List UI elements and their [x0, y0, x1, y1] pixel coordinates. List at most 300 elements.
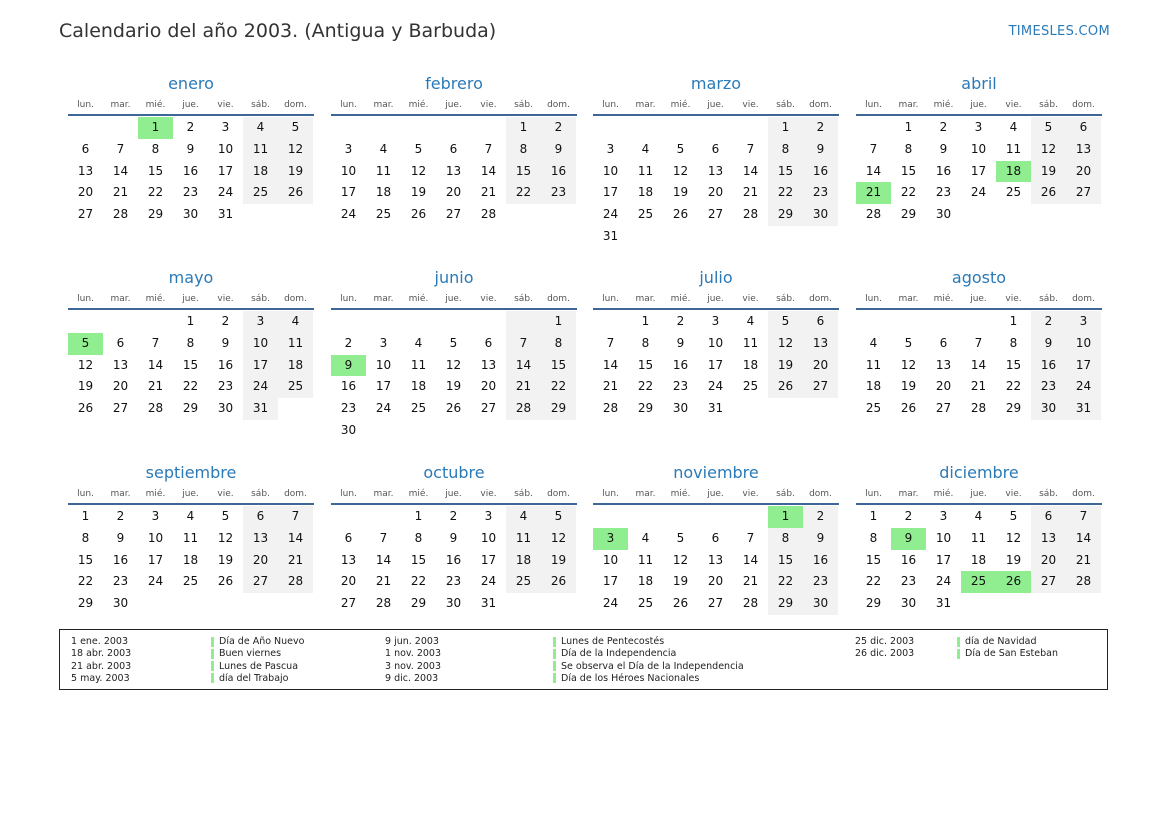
weekday-label: vie.	[217, 294, 234, 304]
legend-holiday-name	[211, 661, 304, 673]
day-cell: 13	[77, 163, 94, 178]
weekday-label: dom.	[809, 294, 832, 304]
day-cell: 18	[970, 552, 987, 567]
empty-cell	[401, 311, 436, 333]
day-cell: 25	[375, 207, 392, 222]
day-cell: 24	[340, 207, 357, 222]
day-grid	[68, 506, 314, 615]
day-cell: 11	[506, 528, 541, 550]
day-cell: 18	[865, 379, 882, 394]
empty-cell	[138, 593, 173, 615]
weekday-header	[331, 487, 577, 505]
day-cell: 25	[278, 376, 313, 398]
day-cell: 26	[410, 207, 427, 222]
weekday-header	[68, 98, 314, 116]
weekday-label: lun.	[77, 294, 94, 304]
day-cell: 5	[541, 506, 576, 528]
day-cell: 29	[77, 596, 94, 611]
day-cell: 12	[900, 357, 917, 372]
day-cell: 21	[1066, 550, 1101, 572]
day-cell: 19	[672, 574, 689, 589]
empty-cell	[366, 117, 401, 139]
day-cell: 19	[900, 379, 917, 394]
day-cell: 7	[746, 141, 755, 156]
month-septiembre	[68, 463, 314, 615]
day-cell: 16	[803, 161, 838, 183]
day-cell: 13	[707, 163, 724, 178]
day-cell: 13	[803, 333, 838, 355]
month-name: junio	[434, 268, 474, 287]
legend-holiday-name	[211, 636, 304, 648]
day-cell: 17	[147, 552, 164, 567]
weekday-label: sáb.	[251, 294, 270, 304]
day-cell: 22	[768, 182, 803, 204]
day-cell: 11	[375, 163, 392, 178]
empty-cell	[471, 311, 506, 333]
empty-cell	[208, 593, 243, 615]
day-cell: 19	[672, 185, 689, 200]
day-cell: 27	[77, 207, 94, 222]
day-cell: 8	[414, 530, 423, 545]
day-cell: 30	[340, 422, 357, 437]
day-grid	[593, 311, 839, 420]
weekday-label: dom.	[1072, 294, 1095, 304]
day-cell: 7	[746, 530, 755, 545]
day-cell: 29	[768, 204, 803, 226]
day-cell: 23	[340, 401, 357, 416]
holiday-marker-icon	[553, 673, 556, 683]
day-grid	[856, 506, 1102, 615]
day-cell: 3	[379, 335, 388, 350]
legend-holiday-label: Buen viernes	[219, 648, 282, 660]
day-cell: 11	[970, 530, 987, 545]
day-cell: 9	[541, 139, 576, 161]
legend-holiday-name	[957, 636, 1058, 648]
weekday-label: vie.	[742, 489, 759, 499]
legend-holiday-name	[211, 648, 304, 660]
day-cell: 10	[707, 335, 724, 350]
day-cell: 1	[869, 509, 878, 523]
weekday-label: sáb.	[251, 100, 270, 110]
month-name: mayo	[168, 268, 214, 287]
weekday-label: mar.	[635, 489, 656, 499]
day-cell: 8	[541, 333, 576, 355]
weekday-header	[331, 292, 577, 310]
day-cell: 22	[637, 379, 654, 394]
day-cell: 18	[410, 379, 427, 394]
day-cell: 25	[506, 571, 541, 593]
legend-date: 21 abr. 2003	[71, 660, 132, 672]
day-cell: 7	[484, 141, 493, 156]
day-grid	[331, 311, 577, 442]
empty-cell	[541, 420, 576, 442]
day-cell: 13	[1066, 139, 1101, 161]
day-cell: 25	[410, 401, 427, 416]
day-cell: 27	[935, 401, 952, 416]
day-cell: 9	[676, 335, 685, 350]
weekday-label: mar.	[110, 489, 131, 499]
empty-cell	[366, 420, 401, 442]
empty-cell	[103, 117, 138, 139]
day-cell: 12	[77, 357, 94, 372]
empty-cell	[243, 593, 278, 615]
day-cell: 25	[243, 182, 278, 204]
day-cell: 8	[641, 335, 650, 350]
day-cell: 19	[1031, 161, 1066, 183]
day-cell: 8	[1009, 335, 1018, 350]
empty-cell	[663, 506, 698, 528]
weekday-header	[68, 292, 314, 310]
month-name: febrero	[425, 74, 483, 93]
day-cell: 3	[939, 509, 948, 523]
day-cell: 3	[606, 141, 615, 156]
empty-cell	[506, 311, 541, 333]
legend-holiday-name	[553, 636, 744, 648]
day-cell: 2	[904, 509, 913, 523]
legend-date: 25 dic. 2003	[855, 636, 915, 647]
day-cell: 14	[480, 163, 497, 178]
day-cell: 21	[147, 379, 164, 394]
day-cell: 30	[935, 207, 952, 222]
empty-cell	[663, 226, 698, 248]
day-cell: 29	[182, 401, 199, 416]
weekday-label: dom.	[809, 489, 832, 499]
weekday-label: mié.	[933, 100, 954, 110]
weekday-label: lun.	[865, 489, 882, 499]
day-cell: 2	[449, 509, 458, 523]
day-cell: 6	[1066, 117, 1101, 139]
empty-cell	[628, 506, 663, 528]
day-cell: 15	[77, 552, 94, 567]
day-cell: 2	[803, 117, 838, 139]
day-cell: 13	[243, 528, 278, 550]
day-cell: 20	[707, 574, 724, 589]
legend-date: 9 jun. 2003	[385, 636, 439, 647]
day-cell: 24	[602, 207, 619, 222]
day-cell: 17	[217, 163, 234, 178]
day-cell: 28	[742, 207, 759, 222]
day-cell: 28	[375, 596, 392, 611]
day-cell: 25	[865, 401, 882, 416]
day-cell: 17	[480, 552, 497, 567]
day-cell: 16	[935, 163, 952, 178]
empty-cell	[1066, 204, 1101, 226]
weekday-label: dom.	[284, 489, 307, 499]
month-name: marzo	[690, 74, 742, 93]
day-cell: 24	[480, 574, 497, 589]
day-cell: 1	[414, 509, 423, 523]
empty-cell	[733, 506, 768, 528]
weekday-label: lun.	[340, 489, 357, 499]
legend-date: 1 nov. 2003	[385, 648, 441, 660]
day-cell: 20	[707, 185, 724, 200]
month-enero	[68, 74, 314, 226]
weekday-label: mié.	[408, 100, 429, 110]
day-cell: 30	[803, 593, 838, 615]
legend-holiday-name	[553, 673, 744, 685]
empty-cell	[278, 204, 313, 226]
day-cell: 3	[974, 120, 983, 134]
weekday-header	[593, 292, 839, 310]
day-cell: 28	[970, 401, 987, 416]
day-cell: 7	[1066, 506, 1101, 528]
day-cell: 14	[506, 355, 541, 377]
empty-cell	[698, 226, 733, 248]
day-cell: 10	[340, 163, 357, 178]
weekday-label: mié.	[145, 100, 166, 110]
holiday-day-cell: 21	[856, 182, 891, 204]
day-cell: 5	[414, 141, 423, 156]
day-cell: 22	[182, 379, 199, 394]
weekday-label: jue.	[445, 489, 462, 499]
day-cell: 16	[445, 552, 462, 567]
day-cell: 31	[1066, 398, 1101, 420]
weekday-header	[593, 487, 839, 505]
day-cell: 24	[217, 185, 234, 200]
holiday-day-cell: 25	[961, 571, 996, 593]
day-cell: 3	[243, 311, 278, 333]
weekday-label: jue.	[182, 100, 199, 110]
day-cell: 5	[676, 141, 685, 156]
weekday-label: mar.	[373, 100, 394, 110]
holiday-marker-icon	[553, 661, 556, 671]
day-cell: 7	[379, 530, 388, 545]
empty-cell	[996, 204, 1031, 226]
day-cell: 28	[278, 571, 313, 593]
day-cell: 10	[602, 552, 619, 567]
holiday-marker-icon	[211, 673, 214, 683]
day-cell: 20	[935, 379, 952, 394]
day-cell: 12	[410, 163, 427, 178]
day-cell: 1	[904, 120, 913, 134]
day-cell: 26	[278, 182, 313, 204]
day-cell: 5	[768, 311, 803, 333]
day-cell: 10	[935, 530, 952, 545]
day-cell: 30	[217, 401, 234, 416]
day-cell: 29	[865, 596, 882, 611]
empty-cell	[1031, 593, 1066, 615]
weekday-label: vie.	[480, 294, 497, 304]
day-cell: 29	[900, 207, 917, 222]
day-cell: 28	[742, 596, 759, 611]
day-cell: 12	[672, 552, 689, 567]
day-grid	[331, 506, 577, 615]
day-cell: 9	[186, 141, 195, 156]
empty-cell	[173, 593, 208, 615]
weekday-label: sáb.	[251, 489, 270, 499]
legend-holiday-label: Día de los Héroes Nacionales	[561, 672, 700, 684]
day-cell: 3	[1066, 311, 1101, 333]
day-cell: 9	[221, 335, 230, 350]
day-cell: 28	[112, 207, 129, 222]
day-cell: 23	[803, 182, 838, 204]
day-cell: 14	[375, 552, 392, 567]
empty-cell	[768, 226, 803, 248]
page-title: Calendario del año 2003. (Antigua y Barbuda)	[59, 20, 497, 42]
day-cell: 3	[484, 509, 493, 523]
day-cell: 16	[340, 379, 357, 394]
weekday-label: vie.	[742, 100, 759, 110]
day-cell: 22	[147, 185, 164, 200]
day-cell: 26	[77, 401, 94, 416]
weekday-header	[856, 487, 1102, 505]
day-cell: 13	[340, 552, 357, 567]
day-cell: 4	[414, 335, 423, 350]
day-cell: 17	[1066, 355, 1101, 377]
weekday-label: mar.	[898, 489, 919, 499]
empty-cell	[1066, 593, 1101, 615]
day-cell: 20	[1031, 550, 1066, 572]
day-cell: 27	[707, 207, 724, 222]
empty-cell	[856, 117, 891, 139]
day-cell: 18	[243, 161, 278, 183]
day-cell: 24	[602, 596, 619, 611]
empty-cell	[628, 226, 663, 248]
day-cell: 2	[803, 506, 838, 528]
empty-cell	[506, 593, 541, 615]
day-cell: 25	[637, 207, 654, 222]
day-cell: 10	[480, 530, 497, 545]
empty-cell	[926, 311, 961, 333]
day-cell: 24	[970, 185, 987, 200]
day-cell: 12	[1005, 530, 1022, 545]
day-cell: 21	[278, 550, 313, 572]
day-cell: 13	[112, 357, 129, 372]
day-cell: 3	[711, 314, 720, 328]
day-cell: 26	[541, 571, 576, 593]
day-cell: 8	[506, 139, 541, 161]
day-cell: 28	[506, 398, 541, 420]
empty-cell	[68, 117, 103, 139]
day-cell: 17	[340, 185, 357, 200]
legend-holiday-name	[553, 661, 744, 673]
day-cell: 22	[1005, 379, 1022, 394]
weekday-label: mar.	[898, 100, 919, 110]
weekday-label: mié.	[670, 294, 691, 304]
empty-cell	[593, 311, 628, 333]
day-cell: 14	[865, 163, 882, 178]
day-cell: 3	[221, 120, 230, 134]
legend-holiday-label: Día de San Esteban	[965, 648, 1058, 660]
day-cell: 13	[935, 357, 952, 372]
brand-link[interactable]: TIMESLES.COM	[1008, 24, 1110, 39]
weekday-label: jue.	[970, 489, 987, 499]
weekday-label: sáb.	[514, 100, 533, 110]
day-cell: 11	[742, 335, 759, 350]
legend-dates-col-1	[71, 636, 131, 685]
day-cell: 7	[278, 506, 313, 528]
day-cell: 27	[707, 596, 724, 611]
empty-cell	[278, 398, 313, 420]
day-cell: 15	[768, 550, 803, 572]
day-cell: 30	[112, 596, 129, 611]
day-cell: 28	[1066, 571, 1101, 593]
empty-cell	[436, 117, 471, 139]
day-grid	[331, 117, 577, 226]
day-cell: 10	[375, 357, 392, 372]
day-cell: 26	[672, 596, 689, 611]
day-cell: 8	[904, 141, 913, 156]
day-cell: 9	[939, 141, 948, 156]
day-cell: 21	[506, 376, 541, 398]
day-cell: 19	[410, 185, 427, 200]
holiday-marker-icon	[211, 649, 214, 659]
day-grid	[68, 311, 314, 420]
day-cell: 4	[1009, 120, 1018, 134]
weekday-label: dom.	[809, 100, 832, 110]
day-grid	[68, 117, 314, 226]
day-cell: 6	[711, 530, 720, 545]
weekday-label: dom.	[1072, 489, 1095, 499]
legend-date: 26 dic. 2003	[855, 648, 915, 660]
day-cell: 24	[243, 376, 278, 398]
day-cell: 18	[506, 550, 541, 572]
day-cell: 9	[1031, 333, 1066, 355]
day-cell: 22	[506, 182, 541, 204]
weekday-label: sáb.	[776, 100, 795, 110]
day-cell: 26	[1031, 182, 1066, 204]
weekday-label: lun.	[602, 100, 619, 110]
month-name: enero	[168, 74, 214, 93]
day-cell: 12	[217, 530, 234, 545]
day-cell: 30	[672, 401, 689, 416]
day-cell: 26	[445, 401, 462, 416]
day-cell: 15	[410, 552, 427, 567]
day-cell: 18	[742, 357, 759, 372]
empty-cell	[803, 226, 838, 248]
day-cell: 16	[672, 357, 689, 372]
holiday-legend	[59, 629, 1108, 690]
day-cell: 27	[243, 571, 278, 593]
day-cell: 15	[637, 357, 654, 372]
day-cell: 8	[869, 530, 878, 545]
day-cell: 31	[935, 596, 952, 611]
legend-holiday-label: Lunes de Pentecostés	[561, 636, 665, 647]
weekday-label: dom.	[284, 294, 307, 304]
day-cell: 20	[112, 379, 129, 394]
day-cell: 7	[869, 141, 878, 156]
day-cell: 22	[77, 574, 94, 589]
empty-cell	[803, 398, 838, 420]
day-cell: 6	[484, 335, 493, 350]
holiday-day-cell: 26	[996, 571, 1031, 593]
weekday-label: mié.	[670, 100, 691, 110]
day-cell: 8	[186, 335, 195, 350]
day-cell: 27	[340, 596, 357, 611]
weekday-label: jue.	[445, 294, 462, 304]
day-cell: 26	[217, 574, 234, 589]
day-cell: 27	[1066, 182, 1101, 204]
month-junio	[331, 268, 577, 442]
empty-cell	[541, 593, 576, 615]
day-cell: 8	[768, 139, 803, 161]
weekday-header	[856, 98, 1102, 116]
day-cell: 24	[707, 379, 724, 394]
day-cell: 26	[672, 207, 689, 222]
month-julio	[593, 268, 839, 420]
day-cell: 12	[1031, 139, 1066, 161]
day-cell: 15	[506, 161, 541, 183]
holiday-day-cell: 9	[331, 355, 366, 377]
holiday-marker-icon	[553, 649, 556, 659]
empty-cell	[436, 311, 471, 333]
day-cell: 31	[707, 401, 724, 416]
weekday-label: vie.	[217, 100, 234, 110]
day-cell: 19	[1005, 552, 1022, 567]
day-cell: 11	[865, 357, 882, 372]
day-cell: 1	[506, 117, 541, 139]
legend-holiday-name	[211, 673, 304, 685]
